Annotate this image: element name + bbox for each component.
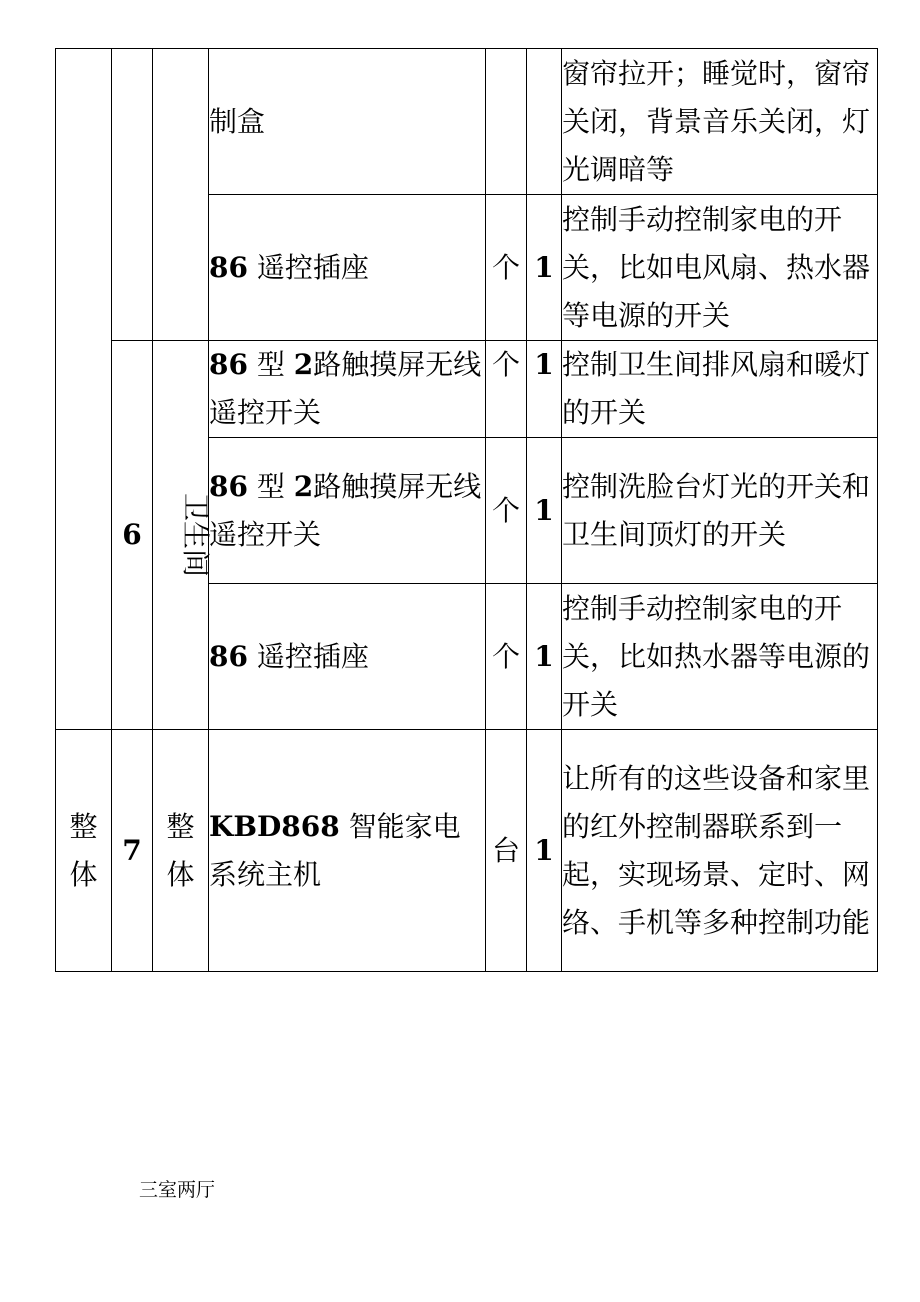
device-name-cell	[209, 730, 486, 972]
device-table	[55, 48, 878, 972]
description-cell: 控制手动控制家电的开关，比如热水器等电源的开关	[562, 584, 878, 730]
unit-cell: 台	[486, 730, 527, 972]
quantity-cell: 1	[527, 730, 562, 972]
description-cell: 让所有的这些设备和家里的红外控制器联系到一起，实现场景、定时、网络、手机等多种控制功能	[562, 730, 878, 972]
quantity-cell: 1	[527, 584, 562, 730]
device-name-cell	[209, 195, 486, 341]
category-label: 整体	[69, 809, 98, 891]
device-name-cell: 制盒	[209, 49, 486, 195]
device-name-text: 遥控插座	[256, 639, 369, 673]
device-model-number: 86	[209, 250, 248, 284]
device-name-text: 智能家电系统主机	[209, 809, 461, 891]
quantity-cell: 1	[527, 195, 562, 341]
room-label: 卫生间	[179, 492, 213, 578]
device-channel-count: 2	[293, 469, 314, 503]
device-name-cell	[209, 584, 486, 730]
table-row	[56, 49, 878, 195]
table-row	[56, 730, 878, 972]
description-cell: 控制手动控制家电的开关，比如电风扇、热水器等电源的开关	[562, 195, 878, 341]
device-model-number: 86	[209, 469, 248, 503]
device-model-number: 86	[209, 639, 248, 673]
unit-cell	[486, 49, 527, 195]
room-cell	[153, 49, 209, 341]
category-cell	[56, 730, 112, 972]
room-cell	[153, 341, 213, 730]
device-channel-count: 2	[293, 348, 314, 381]
device-type-text: 型	[256, 348, 285, 381]
device-name-text: 路触摸屏无线遥控开关	[209, 469, 482, 551]
unit-cell: 个	[486, 195, 527, 341]
table-row	[56, 341, 878, 438]
device-model-number: 86	[209, 348, 248, 381]
room-cell	[153, 730, 209, 972]
device-name-text: 遥控插座	[256, 250, 369, 284]
device-name-text: 路触摸屏无线遥控开关	[209, 348, 482, 429]
description-cell: 窗帘拉开；睡觉时，窗帘关闭，背景音乐关闭，灯光调暗等	[562, 49, 878, 195]
device-name-cell	[209, 438, 486, 584]
quantity-cell: 1	[527, 341, 562, 438]
quantity-cell	[527, 49, 562, 195]
device-type-text: 型	[256, 469, 285, 503]
category-cell	[56, 49, 112, 730]
page-footer-text: 三室两厅	[139, 1179, 216, 1201]
description-cell: 控制卫生间排风扇和暖灯的开关	[562, 341, 878, 438]
unit-cell: 个	[486, 584, 527, 730]
unit-cell: 个	[486, 341, 527, 438]
quantity-cell: 1	[527, 438, 562, 584]
device-model-number: KBD868	[209, 809, 340, 843]
device-name-cell	[209, 341, 486, 438]
number-cell	[112, 49, 153, 341]
description-cell: 控制洗脸台灯光的开关和卫生间顶灯的开关	[562, 438, 878, 584]
number-cell: 7	[112, 730, 153, 972]
unit-cell: 个	[486, 438, 527, 584]
number-cell: 6	[112, 341, 153, 730]
room-label: 整体	[166, 809, 195, 891]
